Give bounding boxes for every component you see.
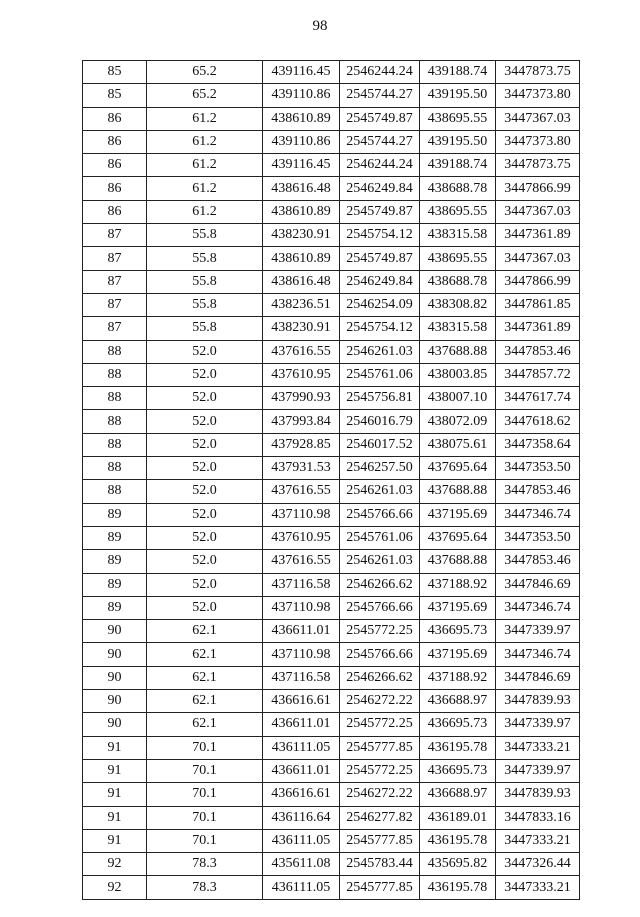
table-cell: 2545783.44 xyxy=(340,853,420,876)
table-cell: 438616.48 xyxy=(263,270,340,293)
table-cell: 3447373.80 xyxy=(496,84,580,107)
table-cell: 2545749.87 xyxy=(340,247,420,270)
table-cell: 91 xyxy=(83,806,147,829)
table-cell: 61.2 xyxy=(147,154,263,177)
table-cell: 86 xyxy=(83,177,147,200)
table-cell: 88 xyxy=(83,340,147,363)
table-cell: 70.1 xyxy=(147,736,263,759)
table-cell: 78.3 xyxy=(147,876,263,899)
table-cell: 438007.10 xyxy=(420,387,496,410)
table-cell: 437688.88 xyxy=(420,340,496,363)
table-cell: 2546266.62 xyxy=(340,573,420,596)
table-cell: 438695.55 xyxy=(420,107,496,130)
table-row xyxy=(83,317,580,340)
table-cell: 436195.78 xyxy=(420,876,496,899)
table-cell: 3447367.03 xyxy=(496,107,580,130)
table-cell: 65.2 xyxy=(147,84,263,107)
table-cell: 438315.58 xyxy=(420,224,496,247)
table-cell: 3447839.93 xyxy=(496,783,580,806)
table-cell: 2546244.24 xyxy=(340,61,420,84)
table-cell: 2545749.87 xyxy=(340,200,420,223)
table-cell: 3447861.85 xyxy=(496,293,580,316)
table-cell: 3447346.74 xyxy=(496,596,580,619)
table-cell: 3447333.21 xyxy=(496,829,580,852)
table-cell: 3447346.74 xyxy=(496,643,580,666)
table-cell: 52.0 xyxy=(147,433,263,456)
table-cell: 2545772.25 xyxy=(340,620,420,643)
table-cell: 438230.91 xyxy=(263,317,340,340)
table-cell: 88 xyxy=(83,457,147,480)
table-cell: 52.0 xyxy=(147,503,263,526)
table-cell: 2546249.84 xyxy=(340,270,420,293)
table-cell: 2545777.85 xyxy=(340,876,420,899)
table-row xyxy=(83,270,580,293)
table-cell: 88 xyxy=(83,410,147,433)
table-cell: 52.0 xyxy=(147,526,263,549)
table-cell: 438230.91 xyxy=(263,224,340,247)
table-cell: 88 xyxy=(83,433,147,456)
table-cell: 2545766.66 xyxy=(340,596,420,619)
table-cell: 91 xyxy=(83,829,147,852)
table-cell: 438695.55 xyxy=(420,200,496,223)
table-cell: 2546254.09 xyxy=(340,293,420,316)
table-cell: 3447853.46 xyxy=(496,480,580,503)
table-row xyxy=(83,177,580,200)
table-cell: 437928.85 xyxy=(263,433,340,456)
table-cell: 438695.55 xyxy=(420,247,496,270)
table-cell: 86 xyxy=(83,107,147,130)
table-cell: 438308.82 xyxy=(420,293,496,316)
table-cell: 437195.69 xyxy=(420,503,496,526)
table-row xyxy=(83,154,580,177)
table-cell: 89 xyxy=(83,573,147,596)
table-row xyxy=(83,130,580,153)
table-row xyxy=(83,107,580,130)
table-cell: 438315.58 xyxy=(420,317,496,340)
table-cell: 62.1 xyxy=(147,620,263,643)
table-row xyxy=(83,690,580,713)
table-cell: 85 xyxy=(83,61,147,84)
table-cell: 436616.61 xyxy=(263,690,340,713)
table-cell: 2545772.25 xyxy=(340,759,420,782)
table-cell: 436116.64 xyxy=(263,806,340,829)
page-number: 98 xyxy=(312,18,328,34)
table-cell: 438616.48 xyxy=(263,177,340,200)
table-cell: 2545754.12 xyxy=(340,317,420,340)
table-cell: 439188.74 xyxy=(420,61,496,84)
table-cell: 3447353.50 xyxy=(496,457,580,480)
table-cell: 3447618.62 xyxy=(496,410,580,433)
table-row xyxy=(83,457,580,480)
table-cell: 437695.64 xyxy=(420,526,496,549)
table-cell: 55.8 xyxy=(147,293,263,316)
coordinates-table xyxy=(82,60,580,900)
table-cell: 3447617.74 xyxy=(496,387,580,410)
table-cell: 436611.01 xyxy=(263,713,340,736)
table-cell: 86 xyxy=(83,200,147,223)
table-cell: 55.8 xyxy=(147,270,263,293)
table-cell: 436195.78 xyxy=(420,829,496,852)
table-row xyxy=(83,829,580,852)
table-cell: 70.1 xyxy=(147,783,263,806)
table-cell: 88 xyxy=(83,363,147,386)
table-cell: 3447873.75 xyxy=(496,61,580,84)
table-cell: 3447853.46 xyxy=(496,550,580,573)
table-cell: 90 xyxy=(83,690,147,713)
table-cell: 438688.78 xyxy=(420,270,496,293)
table-cell: 438610.89 xyxy=(263,107,340,130)
table-cell: 87 xyxy=(83,224,147,247)
table-row xyxy=(83,736,580,759)
table-cell: 435611.08 xyxy=(263,853,340,876)
table-cell: 91 xyxy=(83,783,147,806)
table-cell: 437116.58 xyxy=(263,666,340,689)
table-body xyxy=(83,61,580,900)
table-cell: 3447866.99 xyxy=(496,177,580,200)
table-cell: 3447361.89 xyxy=(496,224,580,247)
table-row xyxy=(83,713,580,736)
table-cell: 2546017.52 xyxy=(340,433,420,456)
table-row xyxy=(83,783,580,806)
table-row xyxy=(83,550,580,573)
table-cell: 92 xyxy=(83,853,147,876)
table-cell: 439116.45 xyxy=(263,61,340,84)
table-cell: 436195.78 xyxy=(420,736,496,759)
table-cell: 439188.74 xyxy=(420,154,496,177)
table-cell: 61.2 xyxy=(147,130,263,153)
table-cell: 2546261.03 xyxy=(340,340,420,363)
table-cell: 3447339.97 xyxy=(496,713,580,736)
table-cell: 437188.92 xyxy=(420,666,496,689)
table-row xyxy=(83,61,580,84)
table-cell: 89 xyxy=(83,526,147,549)
table-row xyxy=(83,200,580,223)
table-cell: 62.1 xyxy=(147,666,263,689)
table-row xyxy=(83,363,580,386)
table-cell: 437993.84 xyxy=(263,410,340,433)
table-cell: 436688.97 xyxy=(420,783,496,806)
table-cell: 70.1 xyxy=(147,759,263,782)
table-cell: 3447367.03 xyxy=(496,247,580,270)
table-row xyxy=(83,247,580,270)
table-cell: 437688.88 xyxy=(420,550,496,573)
table-cell: 89 xyxy=(83,596,147,619)
table-cell: 70.1 xyxy=(147,829,263,852)
table-cell: 2545766.66 xyxy=(340,643,420,666)
table-cell: 2545777.85 xyxy=(340,829,420,852)
table-cell: 439110.86 xyxy=(263,84,340,107)
table-row xyxy=(83,526,580,549)
table-row xyxy=(83,84,580,107)
table-cell: 91 xyxy=(83,759,147,782)
table-cell: 2545761.06 xyxy=(340,526,420,549)
table-cell: 2545754.12 xyxy=(340,224,420,247)
table-cell: 52.0 xyxy=(147,573,263,596)
table-cell: 437195.69 xyxy=(420,643,496,666)
table-cell: 86 xyxy=(83,154,147,177)
table-cell: 437990.93 xyxy=(263,387,340,410)
table-row xyxy=(83,293,580,316)
table-cell: 3447866.99 xyxy=(496,270,580,293)
table-cell: 88 xyxy=(83,480,147,503)
table-cell: 3447326.44 xyxy=(496,853,580,876)
table-cell: 2545777.85 xyxy=(340,736,420,759)
table-cell: 438688.78 xyxy=(420,177,496,200)
table-cell: 3447333.21 xyxy=(496,736,580,759)
table-cell: 52.0 xyxy=(147,363,263,386)
table-cell: 2546277.82 xyxy=(340,806,420,829)
table-cell: 436695.73 xyxy=(420,759,496,782)
table-cell: 437610.95 xyxy=(263,363,340,386)
table-cell: 436111.05 xyxy=(263,736,340,759)
table-cell: 436616.61 xyxy=(263,783,340,806)
table-cell: 85 xyxy=(83,84,147,107)
table-cell: 2546257.50 xyxy=(340,457,420,480)
table-cell: 2546261.03 xyxy=(340,550,420,573)
table-cell: 55.8 xyxy=(147,224,263,247)
table-cell: 3447853.46 xyxy=(496,340,580,363)
table-cell: 78.3 xyxy=(147,853,263,876)
table-cell: 437616.55 xyxy=(263,480,340,503)
table-cell: 62.1 xyxy=(147,690,263,713)
table-cell: 61.2 xyxy=(147,177,263,200)
table-cell: 3447846.69 xyxy=(496,666,580,689)
table-cell: 439110.86 xyxy=(263,130,340,153)
table-cell: 3447839.93 xyxy=(496,690,580,713)
table-cell: 438075.61 xyxy=(420,433,496,456)
table-cell: 55.8 xyxy=(147,247,263,270)
table-cell: 436111.05 xyxy=(263,829,340,852)
table-cell: 437188.92 xyxy=(420,573,496,596)
table-cell: 62.1 xyxy=(147,643,263,666)
table-cell: 52.0 xyxy=(147,596,263,619)
table-cell: 3447339.97 xyxy=(496,620,580,643)
table-cell: 2545761.06 xyxy=(340,363,420,386)
table-cell: 90 xyxy=(83,713,147,736)
table-row xyxy=(83,224,580,247)
table-cell: 2545756.81 xyxy=(340,387,420,410)
table-cell: 61.2 xyxy=(147,107,263,130)
table-cell: 3447373.80 xyxy=(496,130,580,153)
table-cell: 86 xyxy=(83,130,147,153)
table-cell: 87 xyxy=(83,293,147,316)
table-cell: 2546016.79 xyxy=(340,410,420,433)
table-cell: 87 xyxy=(83,247,147,270)
table-cell: 3447339.97 xyxy=(496,759,580,782)
table-cell: 437616.55 xyxy=(263,340,340,363)
table-cell: 89 xyxy=(83,503,147,526)
table-row xyxy=(83,410,580,433)
table-cell: 3447361.89 xyxy=(496,317,580,340)
table-row xyxy=(83,876,580,899)
table-cell: 437110.98 xyxy=(263,596,340,619)
table-cell: 70.1 xyxy=(147,806,263,829)
table-row xyxy=(83,480,580,503)
table-cell: 3447833.16 xyxy=(496,806,580,829)
table-cell: 437110.98 xyxy=(263,503,340,526)
table-cell: 52.0 xyxy=(147,340,263,363)
table-cell: 437688.88 xyxy=(420,480,496,503)
table-cell: 55.8 xyxy=(147,317,263,340)
table-cell: 436611.01 xyxy=(263,620,340,643)
table-cell: 92 xyxy=(83,876,147,899)
table-row xyxy=(83,853,580,876)
table-cell: 2546249.84 xyxy=(340,177,420,200)
table-cell: 2545749.87 xyxy=(340,107,420,130)
table-cell: 2546266.62 xyxy=(340,666,420,689)
table-cell: 3447333.21 xyxy=(496,876,580,899)
table-cell: 3447367.03 xyxy=(496,200,580,223)
table-cell: 3447846.69 xyxy=(496,573,580,596)
table-cell: 436189.01 xyxy=(420,806,496,829)
table-cell: 89 xyxy=(83,550,147,573)
table-cell: 2546272.22 xyxy=(340,783,420,806)
table-row xyxy=(83,759,580,782)
table-row xyxy=(83,806,580,829)
table-cell: 2545744.27 xyxy=(340,84,420,107)
table-cell: 3447353.50 xyxy=(496,526,580,549)
table-cell: 438610.89 xyxy=(263,200,340,223)
table-cell: 438003.85 xyxy=(420,363,496,386)
table-row xyxy=(83,620,580,643)
table-cell: 436695.73 xyxy=(420,713,496,736)
table-row xyxy=(83,596,580,619)
table-cell: 90 xyxy=(83,643,147,666)
table-cell: 62.1 xyxy=(147,713,263,736)
table-cell: 437610.95 xyxy=(263,526,340,549)
table-cell: 88 xyxy=(83,387,147,410)
table-cell: 2546261.03 xyxy=(340,480,420,503)
table-cell: 61.2 xyxy=(147,200,263,223)
table-cell: 437110.98 xyxy=(263,643,340,666)
table-cell: 436688.97 xyxy=(420,690,496,713)
table-cell: 436695.73 xyxy=(420,620,496,643)
table-cell: 439195.50 xyxy=(420,84,496,107)
table-cell: 91 xyxy=(83,736,147,759)
table-cell: 2545766.66 xyxy=(340,503,420,526)
table-cell: 2546272.22 xyxy=(340,690,420,713)
table-cell: 438610.89 xyxy=(263,247,340,270)
table-cell: 438072.09 xyxy=(420,410,496,433)
table-row xyxy=(83,503,580,526)
table-cell: 2545744.27 xyxy=(340,130,420,153)
table-cell: 435695.82 xyxy=(420,853,496,876)
table-cell: 438236.51 xyxy=(263,293,340,316)
table-cell: 52.0 xyxy=(147,457,263,480)
table-cell: 3447873.75 xyxy=(496,154,580,177)
table-cell: 439116.45 xyxy=(263,154,340,177)
table-cell: 87 xyxy=(83,270,147,293)
table-cell: 52.0 xyxy=(147,410,263,433)
table-cell: 52.0 xyxy=(147,480,263,503)
table-cell: 52.0 xyxy=(147,387,263,410)
table-cell: 3447857.72 xyxy=(496,363,580,386)
table-cell: 65.2 xyxy=(147,61,263,84)
table-row xyxy=(83,573,580,596)
table-row xyxy=(83,666,580,689)
table-row xyxy=(83,340,580,363)
table-cell: 436111.05 xyxy=(263,876,340,899)
table-cell: 2546244.24 xyxy=(340,154,420,177)
table-cell: 437616.55 xyxy=(263,550,340,573)
table-cell: 87 xyxy=(83,317,147,340)
table-row xyxy=(83,643,580,666)
table-cell: 90 xyxy=(83,666,147,689)
table-cell: 437695.64 xyxy=(420,457,496,480)
table-cell: 436611.01 xyxy=(263,759,340,782)
table-cell: 2545772.25 xyxy=(340,713,420,736)
table-cell: 437931.53 xyxy=(263,457,340,480)
table-cell: 439195.50 xyxy=(420,130,496,153)
table-cell: 3447358.64 xyxy=(496,433,580,456)
table-cell: 90 xyxy=(83,620,147,643)
table-cell: 437195.69 xyxy=(420,596,496,619)
table-row xyxy=(83,387,580,410)
table-cell: 52.0 xyxy=(147,550,263,573)
table-row xyxy=(83,433,580,456)
table-cell: 437116.58 xyxy=(263,573,340,596)
table-cell: 3447346.74 xyxy=(496,503,580,526)
